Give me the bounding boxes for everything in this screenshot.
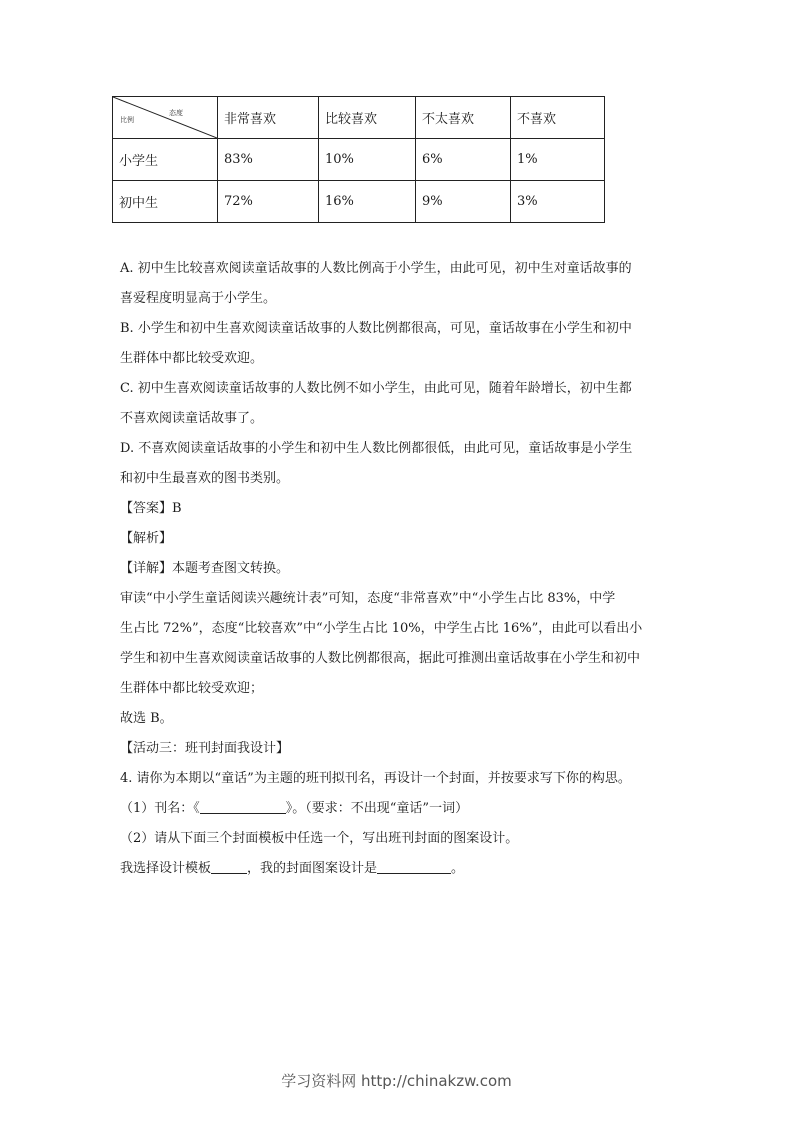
table-cell: 9% (416, 181, 511, 223)
option-d-line1: D. 不喜欢阅读童话故事的小学生和初中生人数比例都很低，由此可见，童话故事是小学生 (120, 441, 633, 456)
corner-bottom-label: 比例 (120, 116, 134, 124)
sub-question-2: （2）请从下面三个封面模板中任选一个，写出班刊封面的图案设计。 (120, 831, 519, 846)
sub-question-3 (120, 854, 680, 884)
table-row (113, 139, 605, 181)
activity-title: 【活动三：班刊封面我设计】 (120, 741, 290, 756)
title-blank[interactable] (200, 799, 286, 814)
question-4: 4. 请你为本期以“童话”为主题的班刊拟刊名，再设计一个封面，并按要求写下你的构思。 (120, 771, 631, 786)
table-cell: 72% (218, 181, 319, 223)
option-b-line1: B. 小学生和初中生喜欢阅读童话故事的人数比例都很高，可见，童话故事在小学生和初中 (120, 321, 632, 336)
answer-line: 【答案】B (120, 501, 182, 516)
table-header-cell: 非常喜欢 (218, 97, 319, 139)
table-cell: 3% (511, 181, 605, 223)
analysis-heading: 【解析】 (120, 531, 173, 546)
table-row-label: 初中生 (113, 181, 218, 223)
option-a-line2: 喜爱程度明显高于小学生。 (120, 291, 277, 306)
question-body (120, 254, 680, 884)
option-c-line1: C. 初中生喜欢阅读童话故事的人数比例不如小学生，由此可见，随着年龄增长，初中生都 (120, 381, 632, 396)
option-d-line2: 和初中生最喜欢的图书类别。 (120, 471, 290, 486)
detail-line: 【详解】本题考查图文转换。 (120, 561, 290, 576)
corner-top-label: 态度 (169, 109, 183, 117)
statistics-table (112, 96, 605, 223)
explanation-line: 生群体中都比较受欢迎； (120, 681, 264, 696)
footer-watermark: 学习资料网 http://chinakzw.com (281, 1072, 512, 1090)
table-cell: 10% (319, 139, 416, 181)
option-b-line2: 生群体中都比较受欢迎。 (120, 351, 264, 366)
template-blank[interactable] (211, 859, 247, 874)
explanation-line: 生占比 72%”，态度“比较喜欢”中“小学生占比 10%，中学生占比 16%”，由此可以看出小 (120, 621, 643, 636)
option-c-line2: 不喜欢阅读童话故事了。 (120, 411, 264, 426)
table-cell: 6% (416, 139, 511, 181)
table-corner-cell (113, 97, 218, 139)
table-row (113, 181, 605, 223)
sub3-part1: 我选择设计模板 (120, 861, 212, 876)
option-a-line1: A. 初中生比较喜欢阅读童话故事的人数比例高于小学生，由此可见，初中生对童话故事的 (120, 261, 632, 276)
design-blank[interactable] (377, 859, 451, 874)
table-header-cell: 比较喜欢 (319, 97, 416, 139)
table-header-cell: 不喜欢 (511, 97, 605, 139)
sub1-prefix: （1）刊名：《 (120, 801, 200, 816)
explanation-line: 学生和初中生喜欢阅读童话故事的人数比例都很高，据此可推测出童话故事在小学生和初中 (120, 651, 641, 666)
sub1-suffix: 》。（要求：不出现“童话”一词） (285, 801, 469, 816)
explanation-line: 审读“中小学生童话阅读兴趣统计表”可知，态度“非常喜欢”中“小学生占比 83%，中学 (120, 591, 616, 606)
sub3-part2: ，我的封面图案设计是 (247, 861, 378, 876)
sub-question-1 (120, 794, 680, 824)
table-cell: 1% (511, 139, 605, 181)
table-header-row (113, 97, 605, 139)
choice-line: 故选 B。 (120, 711, 173, 726)
table-header-cell: 不太喜欢 (416, 97, 511, 139)
table-cell: 16% (319, 181, 416, 223)
sub3-part3: 。 (451, 861, 465, 876)
table-cell: 83% (218, 139, 319, 181)
table-row-label: 小学生 (113, 139, 218, 181)
